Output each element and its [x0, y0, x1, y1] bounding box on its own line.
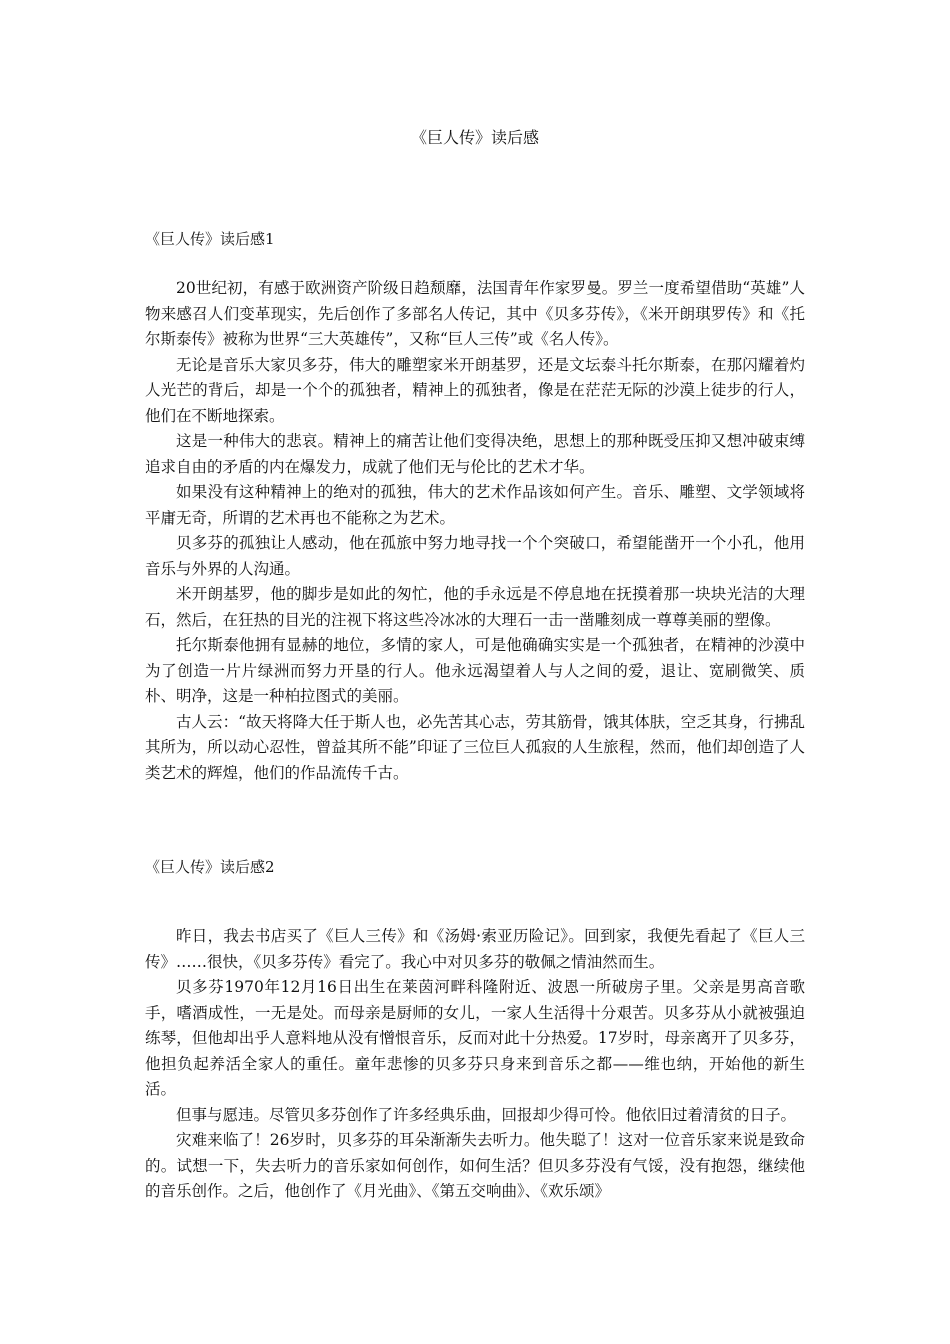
section-heading-2: 《巨人传》读后感2 [145, 858, 275, 876]
paragraph: 无论是音乐大家贝多芬，伟大的雕塑家米开朗基罗，还是文坛泰斗托尔斯泰，在那闪耀着灼人光芒的背后，却是一个个的孤独者，精神上的孤独者，像是在茫茫无际的沙漠上徒步的行人，他们在不断地探索。 [145, 355, 805, 425]
paragraph: 灾难来临了！26岁时，贝多芬的耳朵渐渐失去听力。他失聪了！这对一位音乐家来说是致命的。试想一下，失去听力的音乐家如何创作，如何生活？但贝多芬没有气馁，没有抱怨，继续他的音乐创作。之后，他创作了《月光曲》、《第五交响曲》、《欢乐颂》 [145, 1131, 805, 1200]
section-body-1 [145, 276, 805, 786]
section-heading-1: 《巨人传》读后感1 [145, 230, 275, 248]
section-body-2 [145, 924, 805, 1205]
paragraph: 古人云：“故天将降大任于斯人也，必先苦其心志，劳其筋骨，饿其体肤，空乏其身，行拂乱其所为，所以动心忍性，曾益其所不能”印证了三位巨人孤寂的人生旅程，然而，他们却创造了人类艺术的辉煌，他们的作品流传千古。 [145, 712, 805, 782]
paragraph: 托尔斯泰他拥有显赫的地位，多情的家人，可是他确确实实是一个孤独者，在精神的沙漠中为了创造一片片绿洲而努力开垦的行人。他永远渴望着人与人之间的爱，退让、宽刷微笑、质朴、明净，这是一种柏拉图式的美丽。 [145, 636, 805, 705]
paragraph: 但事与愿违。尽管贝多芬创作了许多经典乐曲，回报却少得可怜。他依旧过着清贫的日子。 [176, 1105, 797, 1124]
paragraph: 20世纪初，有感于欧洲资产阶级日趋颓靡，法国青年作家罗曼。罗兰一度希望借助“英雄”人物来感召人们变革现实，先后创作了多部名人传记，其中《贝多芬传》，《米开朗琪罗传》和《托尔斯泰传》被称为世界“三大英雄传”，又称“巨人三传”或《名人传》。 [145, 279, 805, 348]
paragraph: 贝多芬1970年12月16日出生在莱茵河畔科隆附近、波恩一所破房子里。父亲是男高音歌手，嗜酒成性，一无是处。而母亲是厨师的女儿，一家人生活得十分艰苦。贝多芬从小就被强迫练琴，但他却出乎人意料地从没有憎恨音乐，反而对此十分热爱。17岁时，母亲离开了贝多芬，他担负起养活全家人的重任。童年悲惨的贝多芬只身来到音乐之都——维也纳，开始他的新生活。 [145, 978, 805, 1098]
paragraph: 如果没有这种精神上的绝对的孤独，伟大的艺术作品该如何产生。音乐、雕塑、文学领域将平庸无奇，所谓的艺术再也不能称之为艺术。 [145, 483, 805, 527]
paragraph: 昨日，我去书店买了《巨人三传》和《汤姆·索亚历险记》。回到家，我便先看起了《巨人三传》……很快，《贝多芬传》看完了。我心中对贝多芬的敬佩之情油然而生。 [145, 927, 805, 971]
paragraph: 米开朗基罗，他的脚步是如此的匆忙，他的手永远是不停息地在抚摸着那一块块光洁的大理石，然后，在狂热的目光的注视下将这些冷冰冰的大理石一击一凿雕刻成一尊尊美丽的塑像。 [145, 585, 805, 629]
document-title: 《巨人传》读后感 [410, 128, 539, 147]
paragraph: 贝多芬的孤独让人感动，他在孤旅中努力地寻找一个个突破口，希望能凿开一个小孔，他用音乐与外界的人沟通。 [145, 534, 805, 578]
paragraph: 这是一种伟大的悲哀。精神上的痛苦让他们变得决绝，思想上的那种既受压抑又想冲破束缚追求自由的矛盾的内在爆发力，成就了他们无与伦比的艺术才华。 [145, 432, 805, 476]
